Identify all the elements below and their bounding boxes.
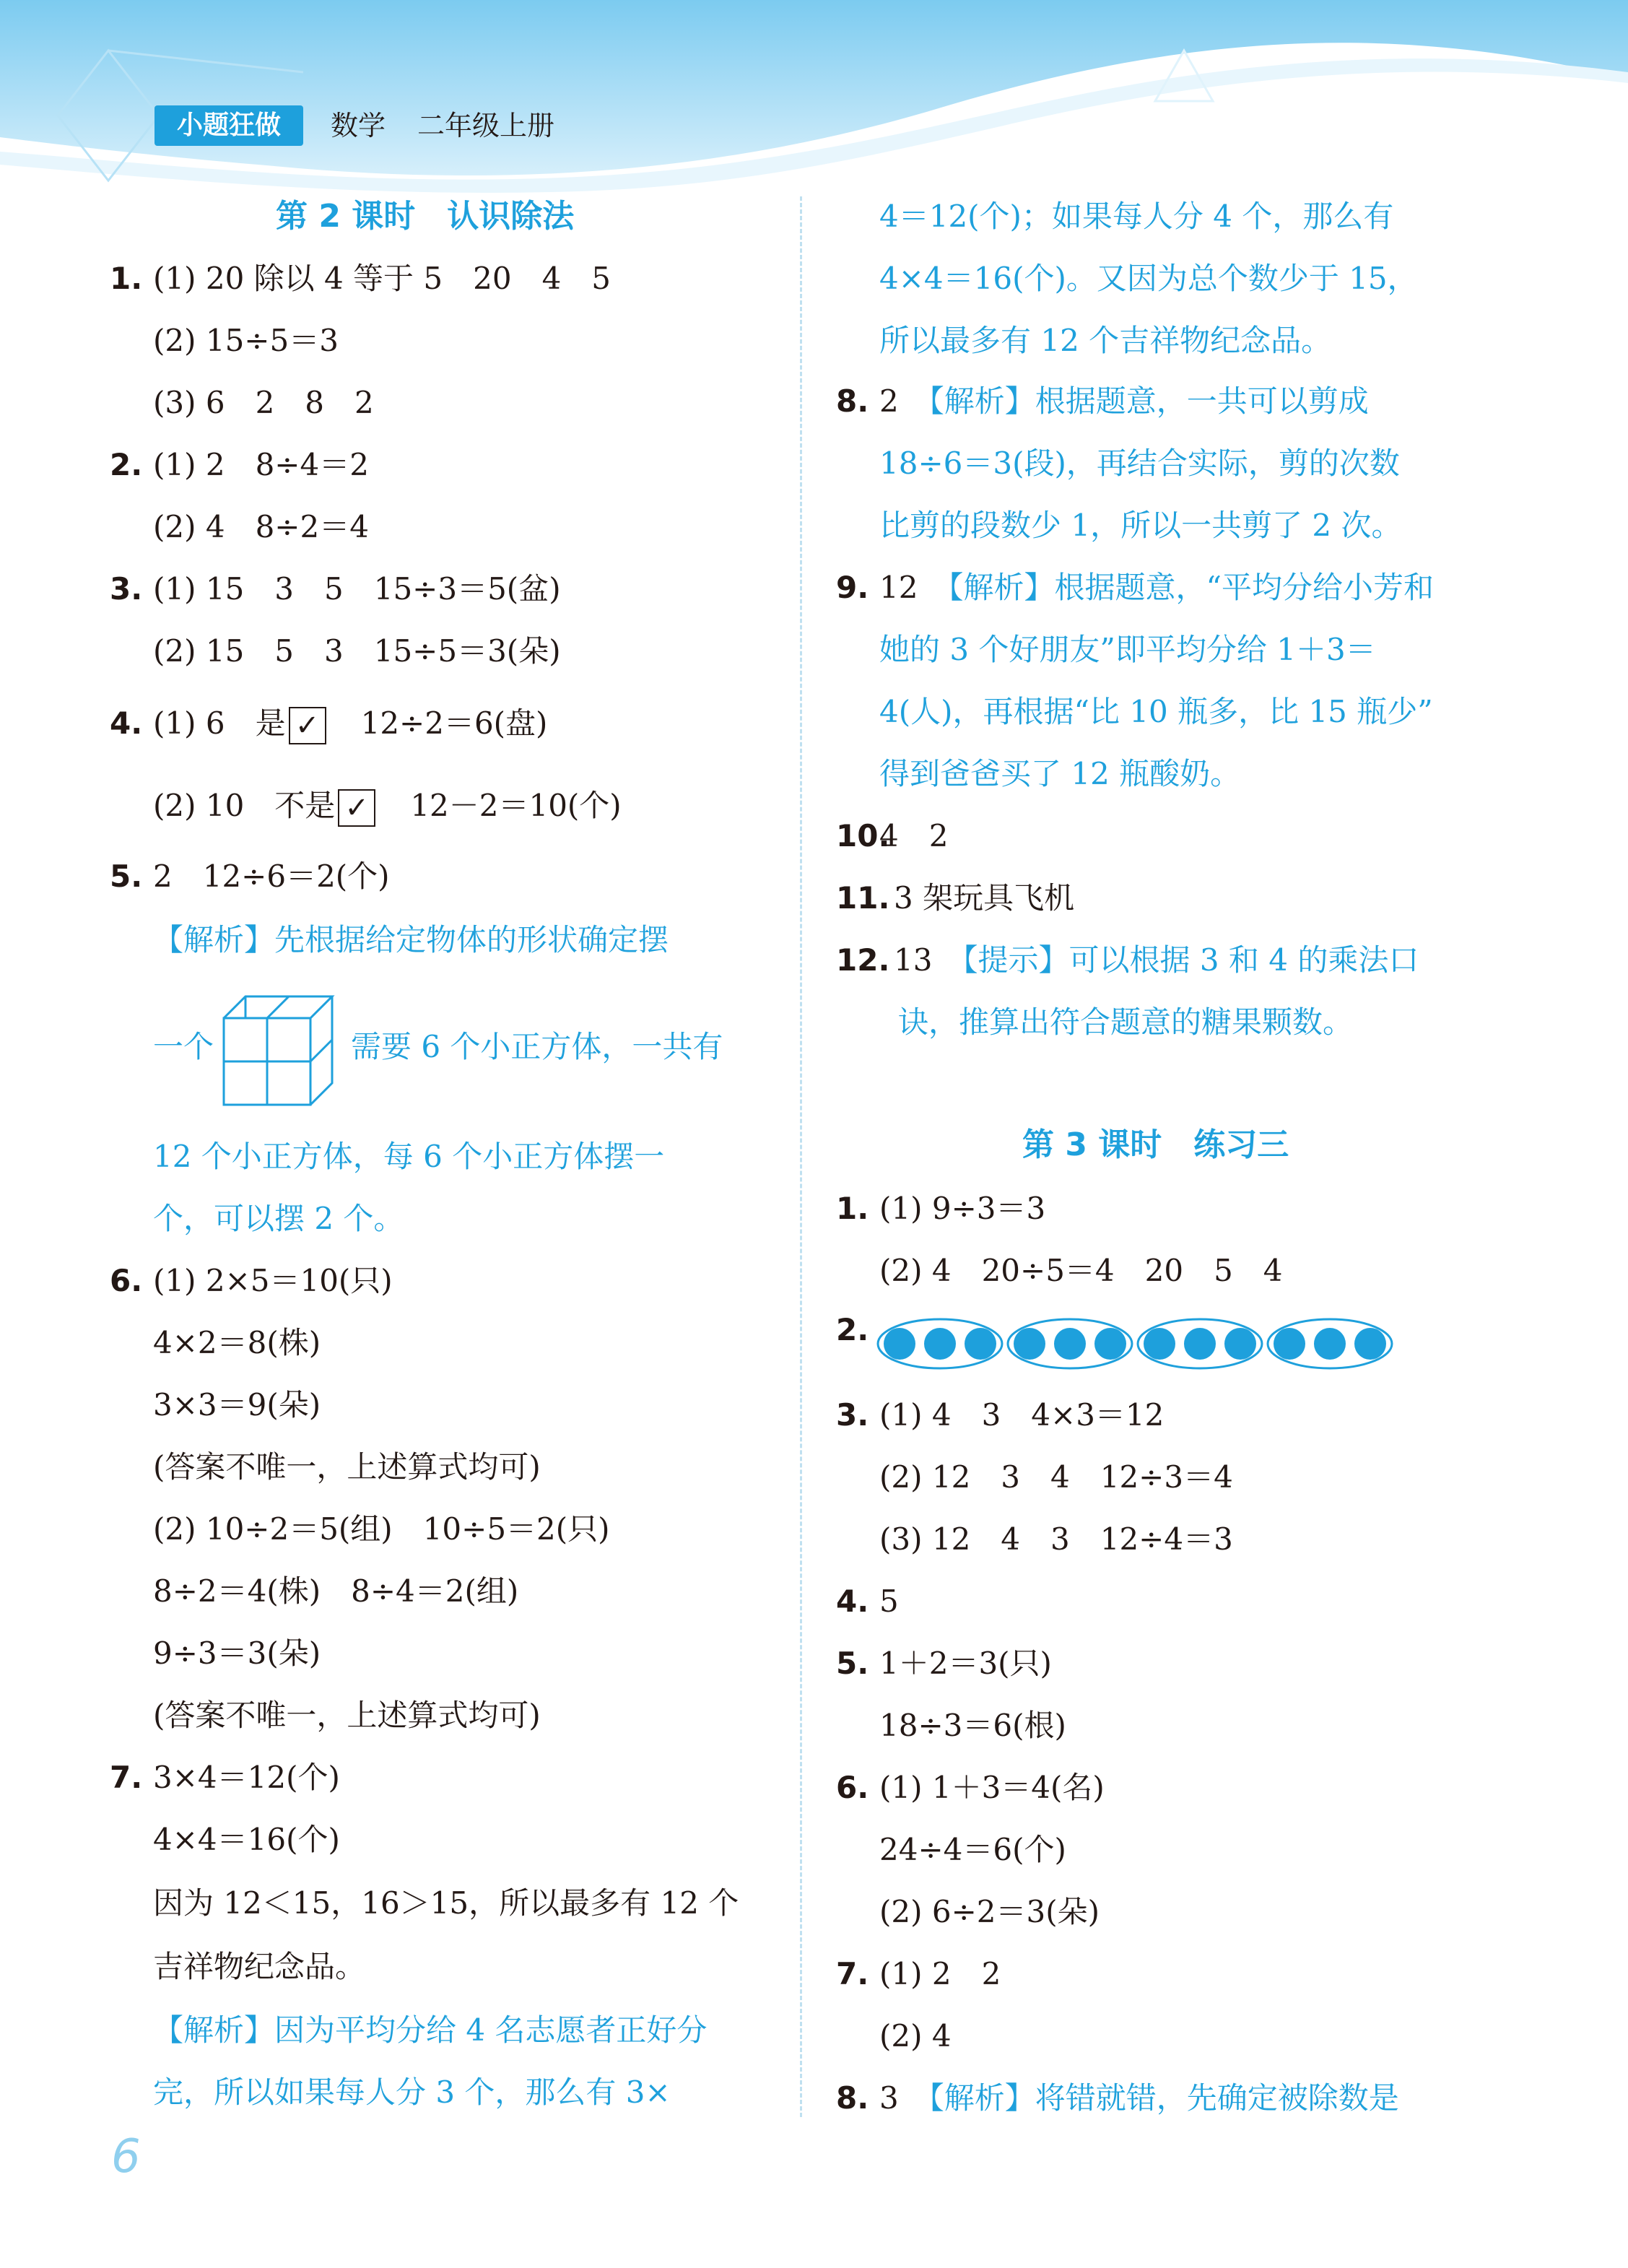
question-number: 4. bbox=[110, 705, 143, 741]
explanation-line: 【解析】因为平均分给 4 名志愿者正好分 bbox=[153, 2012, 708, 2048]
question-number: 8. bbox=[836, 383, 869, 419]
answer-line: (2) 4 bbox=[879, 2018, 952, 2054]
answer-line: 因为 12＜15，16＞15，所以最多有 12 个 bbox=[153, 1885, 739, 1921]
question-number: 8. bbox=[836, 2080, 869, 2116]
checkbox-checked: ✓ bbox=[289, 707, 326, 744]
answer-line: 1＋2＝3(只) bbox=[879, 1646, 1052, 1681]
question-number: 7. bbox=[110, 1760, 143, 1795]
question-number: 4. bbox=[836, 1583, 869, 1619]
checkbox-checked: ✓ bbox=[338, 789, 375, 827]
cube-stack-figure bbox=[217, 982, 354, 1112]
answer-line: (2) 15 5 3 15÷5＝3(朵) bbox=[153, 633, 561, 669]
answer-line: 3×3＝9(朵) bbox=[153, 1387, 321, 1422]
answer-line bbox=[879, 566, 1434, 609]
question-number: 5. bbox=[836, 1646, 869, 1681]
section-title-lesson3: 第 3 课时 练习三 bbox=[1022, 1126, 1289, 1163]
explanation-text: 【提示】可以根据 3 和 4 的乘法口 bbox=[962, 942, 1419, 978]
question-number: 9. bbox=[836, 570, 869, 605]
answer-line: (2) 12 3 4 12÷3＝4 bbox=[879, 1459, 1233, 1495]
answer-text: 3 bbox=[879, 2080, 899, 2116]
answer-line: (答案不唯一，上述算式均可) bbox=[153, 1449, 541, 1485]
answer-line bbox=[894, 939, 1419, 982]
page-number: 6 bbox=[111, 2130, 141, 2184]
answer-line: 3 架玩具飞机 bbox=[894, 880, 1075, 916]
answer-line: (2) 10÷2＝5(组) 10÷5＝2(只) bbox=[153, 1511, 610, 1547]
answer-text: 12－2＝10(个) bbox=[410, 788, 622, 823]
question-number: 5. bbox=[110, 859, 143, 894]
question-number: 2. bbox=[110, 447, 143, 482]
question-number: 6. bbox=[110, 1263, 143, 1298]
answer-line: 2 12÷6＝2(个) bbox=[153, 859, 390, 894]
question-number: 10. bbox=[836, 818, 890, 853]
explanation-line: 比剪的段数少 1，所以一共剪了 2 次。 bbox=[879, 508, 1402, 543]
explanation-text: 【解析】根据题意，“平均分给小芳和 bbox=[948, 570, 1434, 605]
answer-text: 12 bbox=[879, 570, 918, 605]
answer-line bbox=[879, 380, 1369, 423]
explanation-line: 4×4＝16(个)。又因为总个数少于 15， bbox=[879, 261, 1418, 296]
explanation-line: 一个 bbox=[153, 1029, 214, 1064]
explanation-line: 18÷6＝3(段)，再结合实际，剪的次数 bbox=[879, 446, 1400, 481]
answer-text: 12÷2＝6(盘) bbox=[360, 705, 548, 741]
answer-line: 4 2 bbox=[879, 818, 949, 853]
column-divider bbox=[800, 196, 802, 2117]
answer-line: (1) 2 8÷4＝2 bbox=[153, 447, 369, 482]
answer-line: (1) 9÷3＝3 bbox=[879, 1191, 1046, 1226]
answer-line: 5 bbox=[879, 1583, 899, 1619]
explanation-line: 诀，推算出符合题意的糖果颗数。 bbox=[898, 1004, 1354, 1040]
answer-line: (2) 4 20÷5＝4 20 5 4 bbox=[879, 1253, 1283, 1288]
explanation-line: 所以最多有 12 个吉祥物纪念品。 bbox=[879, 323, 1332, 358]
answer-line: (2) 6÷2＝3(朵) bbox=[879, 1894, 1100, 1929]
answer-line: (2) 4 8÷2＝4 bbox=[153, 509, 369, 544]
question-number: 7. bbox=[836, 1956, 869, 1991]
answer-line: 4×2＝8(株) bbox=[153, 1325, 321, 1360]
question-number: 2. bbox=[836, 1312, 869, 1347]
answer-line: (1) 20 除以 4 等于 5 20 4 5 bbox=[153, 261, 611, 296]
explanation-text: 【解析】根据题意，一共可以剪成 bbox=[928, 383, 1369, 419]
grouped-dots-figure bbox=[876, 1311, 1403, 1376]
answer-text: 2 bbox=[879, 383, 899, 419]
explanation-line: 得到爸爸买了 12 瓶酸奶。 bbox=[879, 756, 1241, 791]
question-number: 6. bbox=[836, 1770, 869, 1805]
grade-label: 二年级上册 bbox=[417, 110, 555, 142]
answer-line: (答案不唯一，上述算式均可) bbox=[153, 1698, 541, 1733]
explanation-line: 4＝12(个)；如果每人分 4 个，那么有 bbox=[879, 199, 1394, 234]
explanation-line: 个，可以摆 2 个。 bbox=[153, 1201, 404, 1236]
answer-line: (3) 12 4 3 12÷4＝3 bbox=[879, 1521, 1233, 1557]
answer-text: 13 bbox=[894, 942, 933, 978]
answer-line: (1) 2×5＝10(只) bbox=[153, 1263, 393, 1298]
answer-line: (1) 4 3 4×3＝12 bbox=[879, 1397, 1165, 1433]
explanation-line: 12 个小正方体，每 6 个小正方体摆一 bbox=[153, 1139, 665, 1174]
answer-line: (2) 15÷5＝3 bbox=[153, 323, 339, 358]
question-number: 11. bbox=[836, 880, 890, 916]
answer-line: 18÷3＝6(根) bbox=[879, 1708, 1066, 1743]
answer-line: 吉祥物纪念品。 bbox=[153, 1949, 366, 1984]
series-badge: 小题狂做 bbox=[154, 105, 303, 146]
answer-line: (1) 1＋3＝4(名) bbox=[879, 1770, 1105, 1805]
explanation-line: 需要 6 个小正方体，一共有 bbox=[351, 1029, 723, 1064]
question-number: 1. bbox=[836, 1191, 869, 1226]
answer-line: (1) 2 2 bbox=[879, 1956, 1001, 1991]
answer-line: (1) 15 3 5 15÷3＝5(盆) bbox=[153, 571, 561, 607]
answer-line: 4×4＝16(个) bbox=[153, 1822, 340, 1857]
explanation-line: 她的 3 个好朋友”即平均分给 1＋3＝ bbox=[879, 632, 1376, 667]
answer-line: 3×4＝12(个) bbox=[153, 1760, 340, 1795]
answer-line: 24÷4＝6(个) bbox=[879, 1832, 1066, 1867]
subject-label: 数学 bbox=[331, 110, 386, 142]
answer-line: 9÷3＝3(朵) bbox=[153, 1635, 321, 1671]
explanation-line: 4(人)，再根据“比 10 瓶多，比 15 瓶少” bbox=[879, 694, 1433, 729]
answer-line bbox=[879, 2077, 1399, 2120]
answer-line: (3) 6 2 8 2 bbox=[153, 385, 374, 420]
answer-text: (2) 10 不是 bbox=[153, 788, 336, 823]
explanation-line: 【解析】先根据给定物体的形状确定摆 bbox=[153, 922, 669, 957]
question-number: 3. bbox=[110, 571, 143, 607]
question-number: 12. bbox=[836, 942, 890, 978]
section-title-lesson2: 第 2 课时 认识除法 bbox=[276, 198, 575, 235]
answer-line bbox=[153, 702, 547, 745]
explanation-text: 【解析】将错就错，先确定被除数是 bbox=[928, 2080, 1399, 2116]
question-number: 3. bbox=[836, 1397, 869, 1433]
answer-line bbox=[153, 784, 622, 827]
question-number: 1. bbox=[110, 261, 143, 296]
answer-text: (1) 6 是 bbox=[153, 705, 286, 741]
explanation-line: 完，所以如果每人分 3 个，那么有 3× bbox=[153, 2074, 671, 2110]
answer-line: 8÷2＝4(株) 8÷4＝2(组) bbox=[153, 1573, 519, 1609]
